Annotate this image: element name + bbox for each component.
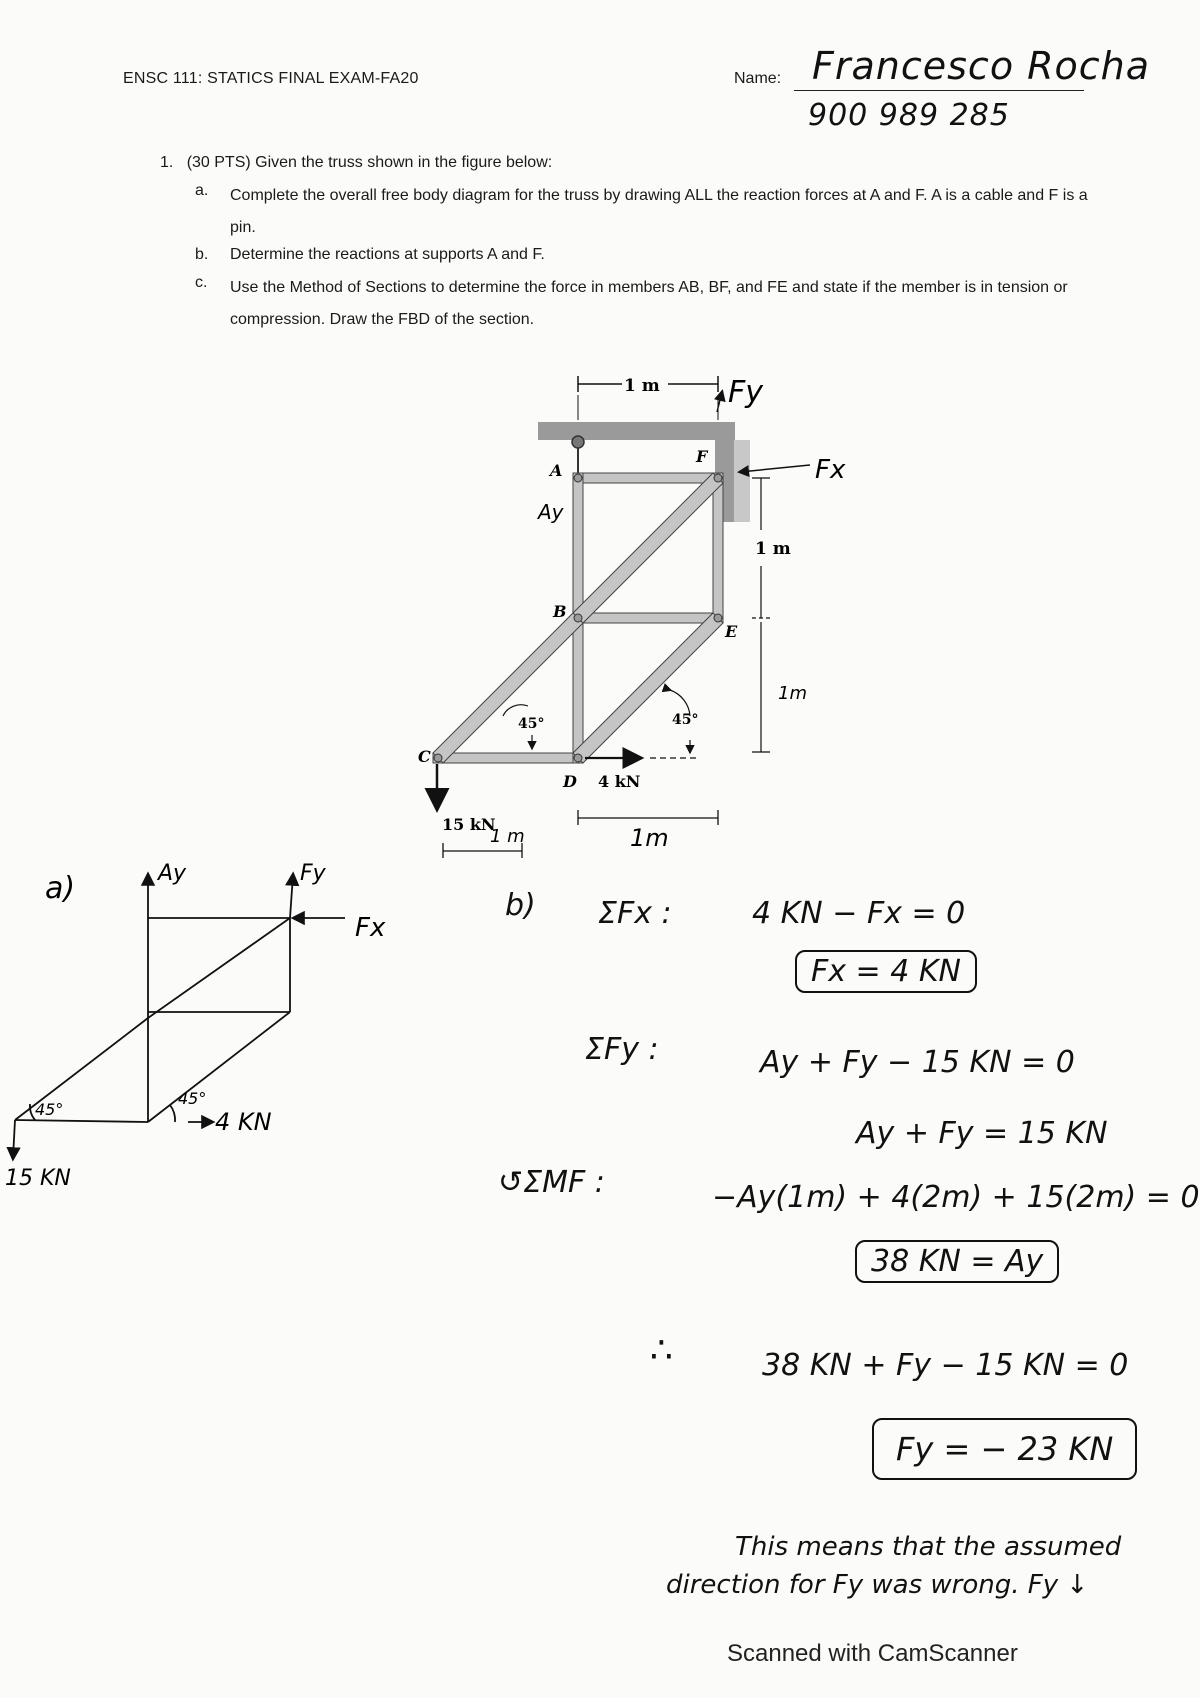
hw-1m-right: 1m [778,683,807,704]
part-b-letter: b. [195,246,209,263]
member-bc [433,613,583,763]
fbd-angle2: 45° [178,1089,207,1108]
load-4kn-label: 4 kN [598,772,641,791]
moment-label: ↺ΣMF : [498,1165,605,1200]
node-f-label: F [696,447,708,466]
member-fe [713,473,723,623]
part-c-letter: c. [195,274,208,291]
fx-result: Fx = 4 KN [795,950,977,993]
fbd-fx: Fx [355,913,386,943]
question-intro: (30 PTS) Given the truss shown in the figure below: [186,154,553,171]
cable-anchor [572,436,584,448]
hw-1m-bottom: 1m [630,824,669,852]
member-de [573,613,723,763]
note-line-1: This means that the assumed [735,1532,1122,1562]
sum-fy-equation-2: Ay + Fy = 15 KN [856,1116,1108,1151]
course-title: ENSC 111: STATICS FINAL EXAM-FA20 [123,70,419,87]
member-cd [433,753,579,763]
load-15kn-label: 15 kN [442,815,496,834]
angle-left-label: 45° [518,716,545,732]
hw-fx-label: Fx [815,455,846,485]
part-c-text: Use the Method of Sections to determine the force in members AB, BF, and FE and state if the member is in tension or compression. Draw the FBD of the section. [230,279,1068,328]
sum-fy-label: ΣFy : [585,1032,659,1067]
solution-part-label: b) [505,888,536,923]
hw-fx-arrow [740,465,810,472]
node-d-label: D [563,772,577,791]
hw-ay-label: Ay [538,500,564,524]
student-id: 900 989 285 [808,98,1010,133]
sum-fy-equation: Ay + Fy − 15 KN = 0 [760,1045,1075,1080]
node-b-label: B [553,602,567,621]
scanner-watermark: Scanned with CamScanner [727,1640,1018,1667]
part-a-letter: a. [195,182,209,199]
fbd-fy: Fy [300,861,326,886]
member-af [573,473,719,483]
moment-equation: −Ay(1m) + 4(2m) + 15(2m) = 0 [712,1180,1200,1215]
node-a-label: A [550,461,563,480]
fbd-part-label: a) [45,871,76,906]
dim-top-label: 1 m [624,376,660,396]
question-number: 1. [160,154,174,171]
node-e-label: E [725,622,738,641]
sum-fx-equation: 4 KN − Fx = 0 [752,896,966,931]
member-be [573,613,719,623]
therefore-symbol: ∴ [650,1330,673,1371]
fbd-load-15: 15 KN [5,1166,71,1191]
note-line-2: direction for Fy was wrong. Fy ↓ [666,1570,1089,1600]
member-bf [573,473,723,623]
hw-1m-left: 1 m [490,826,525,847]
student-name: Francesco Rocha [812,44,1151,88]
substitution-equation: 38 KN + Fy − 15 KN = 0 [762,1348,1129,1383]
angle-arc-left [503,705,528,716]
fbd-load-4: 4 KN [215,1108,272,1136]
right-dimension [752,478,770,752]
part-a-text: Complete the overall free body diagram for the truss by drawing ALL the reaction forces at A and F. A is a cable and F is a pin. [230,187,1088,236]
name-label: Name: [734,70,782,87]
fbd-angle1: 45° [35,1100,64,1119]
sum-fx-label: ΣFx : [598,896,672,931]
hw-fy-label: Fy [728,375,764,410]
fy-result: Fy = − 23 KN [872,1418,1137,1480]
part-b-text: Determine the reactions at supports A and F. [230,246,545,263]
node-c-label: C [418,747,431,766]
ay-result: 38 KN = Ay [855,1240,1059,1283]
fbd-ay: Ay [158,861,187,886]
angle-right-label: 45° [672,712,699,728]
dim-right-label: 1 m [755,539,791,559]
